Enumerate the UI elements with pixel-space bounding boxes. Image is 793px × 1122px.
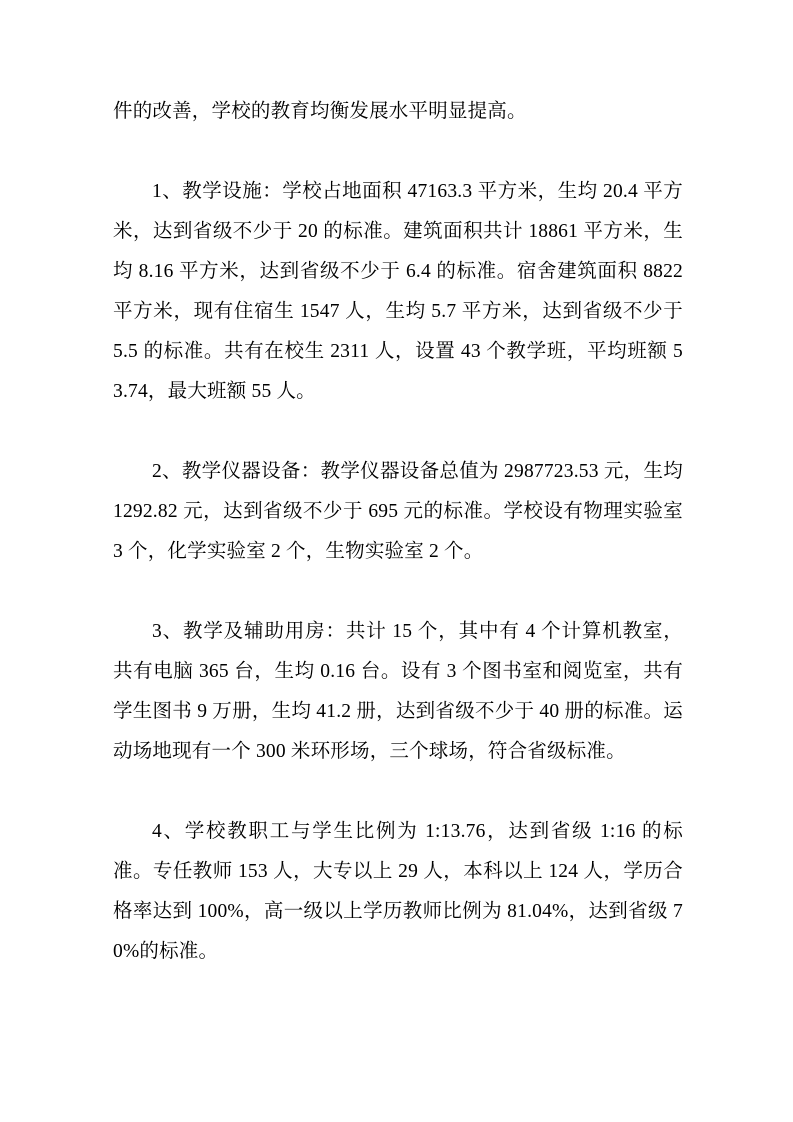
paragraph-spacer [113,132,683,172]
paragraph-spacer [113,772,683,812]
paragraph-spacer [113,572,683,612]
paragraph-spacer [113,412,683,452]
paragraph-staff-student-ratio: 4、学校教职工与学生比例为 1:13.76，达到省级 1:16 的标准。专任教师 153 人，大专以上 29 人，本科以上 124 人，学历合格率达到 100%，高一级以上学历教师比例为 81.04%，达到省级 70%的标准。 [113,821,684,962]
paragraph-teaching-instruments: 2、教学仪器设备：教学仪器设备总值为 2987723.53 元，生均 1292.82 元，达到省级不少于 695 元的标准。学校设有物理实验室 3 个，化学实验室 2 个，生物实验室 2 个。 [113,461,683,562]
paragraph-continuation: 件的改善，学校的教育均衡发展水平明显提高。 [113,101,527,122]
document-body [113,92,683,972]
paragraph-auxiliary-rooms: 3、教学及辅助用房：共计 15 个，其中有 4 个计算机教室，共有电脑 365 台，生均 0.16 台。设有 3 个图书室和阅览室，共有学生图书 9 万册，生均 41.2 册，达到省级不少于 40 册的标准。运动场地现有一个 300 米环形场，三个球场，符合省级标准。 [113,621,683,762]
paragraph-teaching-facilities: 1、教学设施：学校占地面积 47163.3 平方米，生均 20.4 平方米，达到省级不少于 20 的标准。建筑面积共计 18861 平方米，生均 8.16 平方米，达到省级不少于 6.4 的标准。宿舍建筑面积 8822 平方米，现有住宿生 1547 人，生均 5.7 平方米，达到省级不少于 5.5 的标准。共有在校生 2311 人，设置 43 个教学班，平均班额 53.74，最大班额 55 人。 [113,181,683,402]
